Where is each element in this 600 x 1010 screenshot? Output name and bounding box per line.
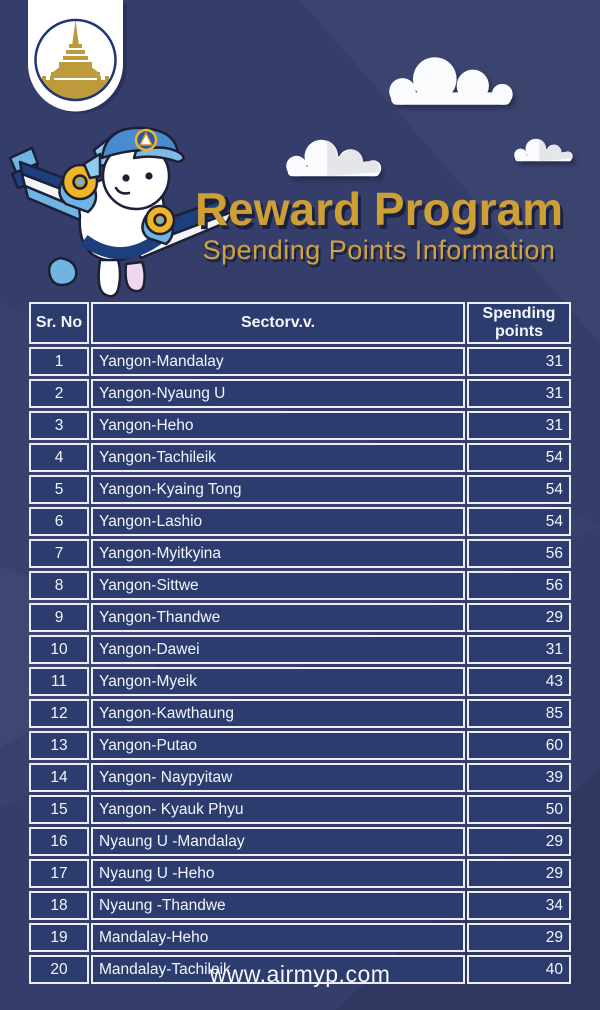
points-cell: 54 (467, 443, 571, 472)
row-number-cell: 8 (29, 571, 89, 600)
row-number-cell: 4 (29, 443, 89, 472)
points-cell: 50 (467, 795, 571, 824)
spending-points-table (27, 299, 573, 987)
table-row (29, 603, 571, 632)
column-header-srno: Sr. No (29, 302, 89, 344)
row-number-cell: 15 (29, 795, 89, 824)
row-number-cell: 13 (29, 731, 89, 760)
row-number-cell: 12 (29, 699, 89, 728)
points-cell: 54 (467, 507, 571, 536)
points-cell: 31 (467, 635, 571, 664)
sector-cell: Nyaung -Thandwe (91, 891, 465, 920)
sector-cell: Yangon-Heho (91, 411, 465, 440)
table-body (29, 347, 571, 984)
sector-cell: Nyaung U -Mandalay (91, 827, 465, 856)
pagoda-crest-logo-icon (22, 0, 129, 121)
page-subtitle: Spending Points Information (202, 235, 556, 265)
column-header-sector: Sectorv.v. (91, 302, 465, 344)
table-row (29, 539, 571, 568)
cloud-icon (270, 139, 396, 177)
points-cell: 29 (467, 603, 571, 632)
row-number-cell: 11 (29, 667, 89, 696)
row-number-cell: 14 (29, 763, 89, 792)
sector-cell: Yangon-Sittwe (91, 571, 465, 600)
points-cell: 54 (467, 475, 571, 504)
table-row (29, 731, 571, 760)
table-row (29, 347, 571, 376)
row-number-cell: 16 (29, 827, 89, 856)
table-row (29, 507, 571, 536)
row-number-cell: 19 (29, 923, 89, 952)
table-row (29, 635, 571, 664)
table-row (29, 411, 571, 440)
row-number-cell: 2 (29, 379, 89, 408)
row-number-cell: 5 (29, 475, 89, 504)
table-row (29, 475, 571, 504)
points-cell: 29 (467, 827, 571, 856)
sector-cell: Yangon-Kawthaung (91, 699, 465, 728)
row-number-cell: 1 (29, 347, 89, 376)
table-row (29, 443, 571, 472)
sector-cell: Yangon-Thandwe (91, 603, 465, 632)
points-cell: 56 (467, 571, 571, 600)
sector-cell: Yangon- Kyauk Phyu (91, 795, 465, 824)
points-cell: 34 (467, 891, 571, 920)
points-cell: 29 (467, 859, 571, 888)
sector-cell: Yangon-Dawei (91, 635, 465, 664)
sector-cell: Yangon-Putao (91, 731, 465, 760)
points-cell: 85 (467, 699, 571, 728)
points-cell: 31 (467, 347, 571, 376)
table-row (29, 923, 571, 952)
sector-cell: Yangon-Nyaung U (91, 379, 465, 408)
table-row (29, 891, 571, 920)
table-row (29, 763, 571, 792)
table-header-row (29, 302, 571, 344)
points-cell: 31 (467, 379, 571, 408)
cloud-icon (374, 56, 526, 106)
sector-cell: Mandalay-Heho (91, 923, 465, 952)
table-row (29, 859, 571, 888)
sector-cell: Yangon-Kyaing Tong (91, 475, 465, 504)
table-row (29, 667, 571, 696)
points-cell: 39 (467, 763, 571, 792)
sector-cell: Yangon-Myitkyina (91, 539, 465, 568)
row-number-cell: 18 (29, 891, 89, 920)
table-row (29, 795, 571, 824)
website-url: www.airmyp.com (209, 961, 391, 987)
sector-cell: Yangon-Mandalay (91, 347, 465, 376)
sector-cell: Mandalay-Tachileik (91, 955, 465, 984)
points-cell: 29 (467, 923, 571, 952)
points-cell: 43 (467, 667, 571, 696)
row-number-cell: 20 (29, 955, 89, 984)
row-number-cell: 10 (29, 635, 89, 664)
sector-cell: Yangon-Tachileik (91, 443, 465, 472)
points-cell: 40 (467, 955, 571, 984)
sector-cell: Yangon- Naypyitaw (91, 763, 465, 792)
row-number-cell: 9 (29, 603, 89, 632)
row-number-cell: 3 (29, 411, 89, 440)
cloud-icon (507, 137, 579, 163)
points-cell: 31 (467, 411, 571, 440)
points-cell: 60 (467, 731, 571, 760)
column-header-points: Spending points (467, 302, 571, 344)
table-row (29, 699, 571, 728)
sector-cell: Yangon-Myeik (91, 667, 465, 696)
sector-cell: Yangon-Lashio (91, 507, 465, 536)
points-cell: 56 (467, 539, 571, 568)
title-block (178, 184, 580, 267)
sector-cell: Nyaung U -Heho (91, 859, 465, 888)
row-number-cell: 17 (29, 859, 89, 888)
table-row (29, 379, 571, 408)
row-number-cell: 6 (29, 507, 89, 536)
row-number-cell: 7 (29, 539, 89, 568)
table-row (29, 571, 571, 600)
page-title: Reward Program (194, 183, 564, 235)
table-row (29, 827, 571, 856)
